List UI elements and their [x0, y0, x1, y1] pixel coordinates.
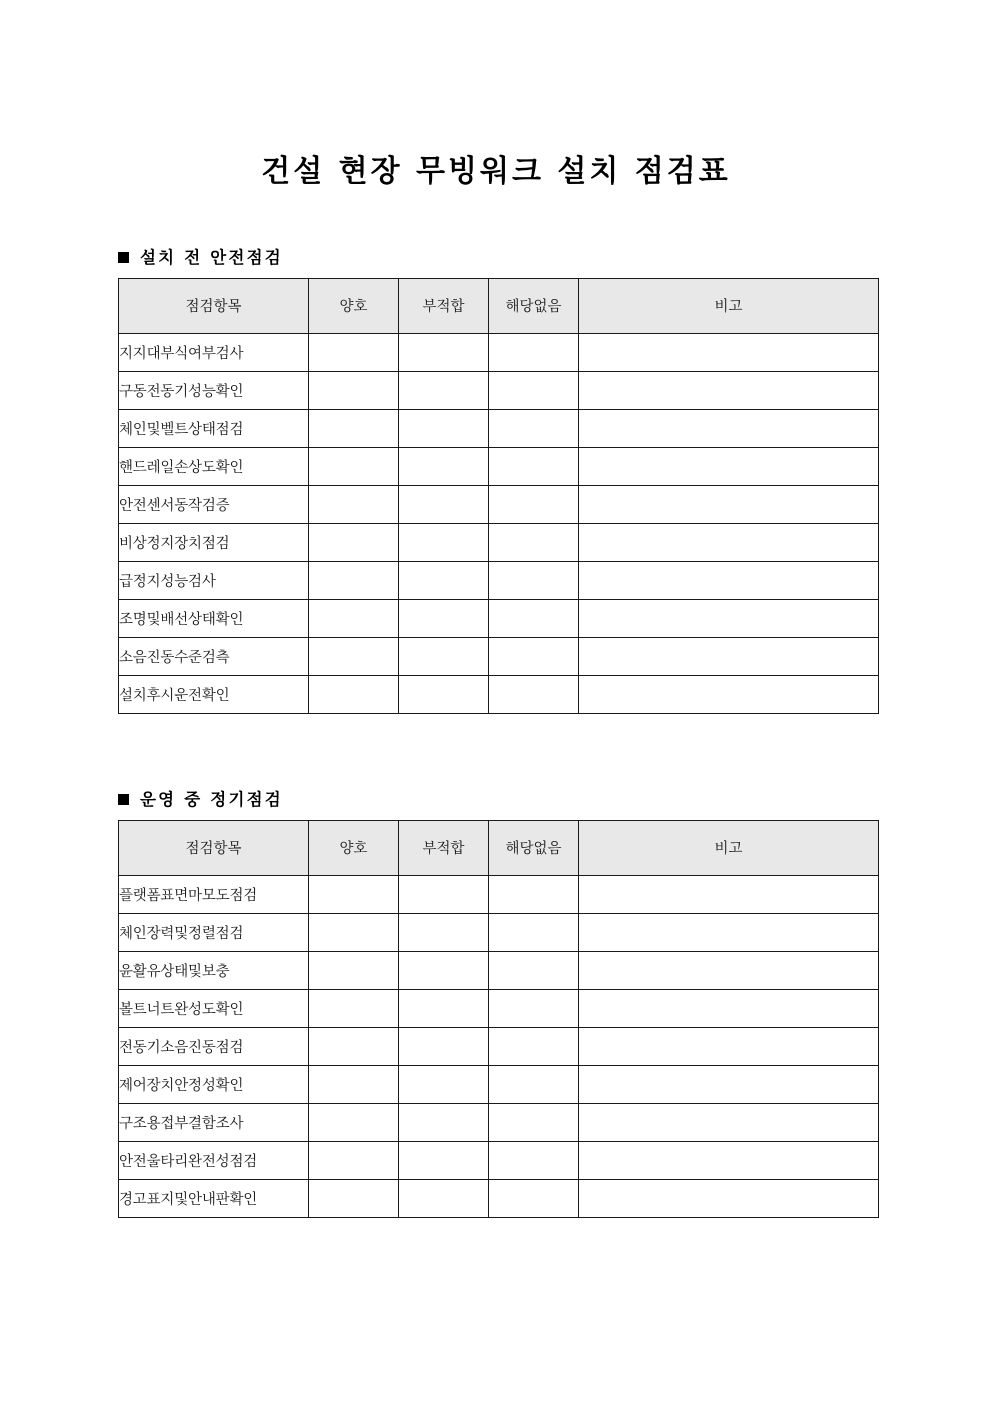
- checkbox-cell-bad[interactable]: [399, 523, 489, 561]
- note-cell[interactable]: [579, 333, 879, 371]
- note-cell[interactable]: [579, 1103, 879, 1141]
- checklist-item-label: 핸드레일손상도확인: [119, 447, 309, 485]
- checklist-item-label: 설치후시운전확인: [119, 675, 309, 713]
- checklist-body-operation: [119, 875, 879, 1217]
- page-title: 건설 현장 무빙워크 설치 점검표: [261, 154, 731, 190]
- checklist-item-label: 체인및벨트상태점검: [119, 409, 309, 447]
- checkbox-cell-na[interactable]: [489, 371, 579, 409]
- checkbox-cell-good[interactable]: [309, 1103, 399, 1141]
- checklist-item-label: 경고표지및안내판확인: [119, 1179, 309, 1217]
- checkbox-cell-na[interactable]: [489, 1065, 579, 1103]
- checklist-item-label: 안전울타리완전성점검: [119, 1141, 309, 1179]
- table-header-row: [119, 278, 879, 333]
- black-square-bullet-icon: [118, 252, 129, 263]
- checkbox-cell-bad[interactable]: [399, 1103, 489, 1141]
- section-heading-operation: [118, 790, 878, 810]
- checklist-item-label: 플랫폼표면마모도점검: [119, 875, 309, 913]
- table-row: [119, 1027, 879, 1065]
- column-header-bad: 부적합: [399, 820, 489, 875]
- table-row: [119, 875, 879, 913]
- section-heading-label: 설치 전 안전점검: [140, 248, 283, 267]
- note-cell[interactable]: [579, 951, 879, 989]
- checkbox-cell-bad[interactable]: [399, 675, 489, 713]
- checkbox-cell-bad[interactable]: [399, 409, 489, 447]
- checklist-body-pre-install: [119, 333, 879, 713]
- checkbox-cell-na[interactable]: [489, 951, 579, 989]
- checkbox-cell-good[interactable]: [309, 523, 399, 561]
- note-cell[interactable]: [579, 1141, 879, 1179]
- checkbox-cell-good[interactable]: [309, 599, 399, 637]
- note-cell[interactable]: [579, 371, 879, 409]
- note-cell[interactable]: [579, 447, 879, 485]
- checkbox-cell-good[interactable]: [309, 409, 399, 447]
- note-cell[interactable]: [579, 637, 879, 675]
- checkbox-cell-na[interactable]: [489, 1027, 579, 1065]
- table-row: [119, 1103, 879, 1141]
- checkbox-cell-na[interactable]: [489, 1141, 579, 1179]
- table-row: [119, 447, 879, 485]
- checkbox-cell-good[interactable]: [309, 913, 399, 951]
- column-header-item: 점검항목: [119, 820, 309, 875]
- table-row: [119, 485, 879, 523]
- checklist-item-label: 볼트너트완성도확인: [119, 989, 309, 1027]
- checklist-item-label: 윤활유상태및보충: [119, 951, 309, 989]
- column-header-good: 양호: [309, 820, 399, 875]
- note-cell[interactable]: [579, 561, 879, 599]
- checkbox-cell-bad[interactable]: [399, 333, 489, 371]
- note-cell[interactable]: [579, 1065, 879, 1103]
- checkbox-cell-na[interactable]: [489, 637, 579, 675]
- checkbox-cell-good[interactable]: [309, 447, 399, 485]
- checkbox-cell-good[interactable]: [309, 1179, 399, 1217]
- column-header-na: 해당없음: [489, 820, 579, 875]
- checkbox-cell-bad[interactable]: [399, 599, 489, 637]
- checkbox-cell-good[interactable]: [309, 333, 399, 371]
- checkbox-cell-bad[interactable]: [399, 1141, 489, 1179]
- checkbox-cell-bad[interactable]: [399, 989, 489, 1027]
- note-cell[interactable]: [579, 485, 879, 523]
- checklist-item-label: 구동전동기성능확인: [119, 371, 309, 409]
- checklist-item-label: 지지대부식여부검사: [119, 333, 309, 371]
- table-row: [119, 637, 879, 675]
- column-header-bad: 부적합: [399, 278, 489, 333]
- table-row: [119, 409, 879, 447]
- checkbox-cell-good[interactable]: [309, 1065, 399, 1103]
- checkbox-cell-na[interactable]: [489, 561, 579, 599]
- checkbox-cell-bad[interactable]: [399, 1027, 489, 1065]
- note-cell[interactable]: [579, 1027, 879, 1065]
- checkbox-cell-bad[interactable]: [399, 913, 489, 951]
- checkbox-cell-na[interactable]: [489, 447, 579, 485]
- checklist-item-label: 구조용접부결함조사: [119, 1103, 309, 1141]
- checklist-item-label: 체인장력및정렬점검: [119, 913, 309, 951]
- note-cell[interactable]: [579, 875, 879, 913]
- table-row: [119, 333, 879, 371]
- checkbox-cell-good[interactable]: [309, 1027, 399, 1065]
- checkbox-cell-na[interactable]: [489, 1103, 579, 1141]
- checkbox-cell-good[interactable]: [309, 561, 399, 599]
- checkbox-cell-good[interactable]: [309, 1141, 399, 1179]
- table-row: [119, 561, 879, 599]
- black-square-bullet-icon: [118, 794, 129, 805]
- section-heading-label: 운영 중 정기점검: [140, 790, 283, 809]
- checklist-item-label: 안전센서동작검증: [119, 485, 309, 523]
- checkbox-cell-na[interactable]: [489, 989, 579, 1027]
- checkbox-cell-bad[interactable]: [399, 875, 489, 913]
- checkbox-cell-na[interactable]: [489, 675, 579, 713]
- checklist-item-label: 급정지성능검사: [119, 561, 309, 599]
- checkbox-cell-na[interactable]: [489, 913, 579, 951]
- checkbox-cell-bad[interactable]: [399, 637, 489, 675]
- table-row: [119, 523, 879, 561]
- table-header-row: [119, 820, 879, 875]
- checkbox-cell-good[interactable]: [309, 875, 399, 913]
- checkbox-cell-bad[interactable]: [399, 1179, 489, 1217]
- column-header-note: 비고: [579, 820, 879, 875]
- checklist-table-pre-install: [118, 278, 879, 714]
- checkbox-cell-bad[interactable]: [399, 485, 489, 523]
- checkbox-cell-good[interactable]: [309, 951, 399, 989]
- checkbox-cell-bad[interactable]: [399, 447, 489, 485]
- note-cell[interactable]: [579, 989, 879, 1027]
- note-cell[interactable]: [579, 1179, 879, 1217]
- checklist-item-label: 비상정지장치점검: [119, 523, 309, 561]
- checkbox-cell-na[interactable]: [489, 523, 579, 561]
- table-row: [119, 1141, 879, 1179]
- checklist-item-label: 전동기소음진동점검: [119, 1027, 309, 1065]
- checklist-table-operation: [118, 820, 879, 1218]
- table-row: [119, 599, 879, 637]
- checkbox-cell-bad[interactable]: [399, 371, 489, 409]
- table-row: [119, 951, 879, 989]
- table-row: [119, 371, 879, 409]
- checkbox-cell-na[interactable]: [489, 599, 579, 637]
- checkbox-cell-na[interactable]: [489, 333, 579, 371]
- column-header-note: 비고: [579, 278, 879, 333]
- checkbox-cell-bad[interactable]: [399, 561, 489, 599]
- table-row: [119, 989, 879, 1027]
- checkbox-cell-na[interactable]: [489, 1179, 579, 1217]
- note-cell[interactable]: [579, 599, 879, 637]
- column-header-na: 해당없음: [489, 278, 579, 333]
- note-cell[interactable]: [579, 523, 879, 561]
- checkbox-cell-good[interactable]: [309, 485, 399, 523]
- checkbox-cell-good[interactable]: [309, 371, 399, 409]
- checkbox-cell-good[interactable]: [309, 637, 399, 675]
- checkbox-cell-good[interactable]: [309, 989, 399, 1027]
- table-row: [119, 675, 879, 713]
- checkbox-cell-na[interactable]: [489, 485, 579, 523]
- checkbox-cell-bad[interactable]: [399, 951, 489, 989]
- table-row: [119, 1179, 879, 1217]
- note-cell[interactable]: [579, 409, 879, 447]
- table-row: [119, 913, 879, 951]
- section-pre-install: [118, 248, 878, 714]
- note-cell[interactable]: [579, 913, 879, 951]
- section-heading-pre-install: [118, 248, 878, 268]
- table-row: [119, 1065, 879, 1103]
- checkbox-cell-na[interactable]: [489, 875, 579, 913]
- checkbox-cell-bad[interactable]: [399, 1065, 489, 1103]
- column-header-item: 점검항목: [119, 278, 309, 333]
- note-cell[interactable]: [579, 675, 879, 713]
- column-header-good: 양호: [309, 278, 399, 333]
- checklist-item-label: 조명및배선상태확인: [119, 599, 309, 637]
- checkbox-cell-na[interactable]: [489, 409, 579, 447]
- section-operation: [118, 790, 878, 1218]
- checklist-item-label: 소음진동수준검측: [119, 637, 309, 675]
- checkbox-cell-good[interactable]: [309, 675, 399, 713]
- checklist-item-label: 제어장치안정성확인: [119, 1065, 309, 1103]
